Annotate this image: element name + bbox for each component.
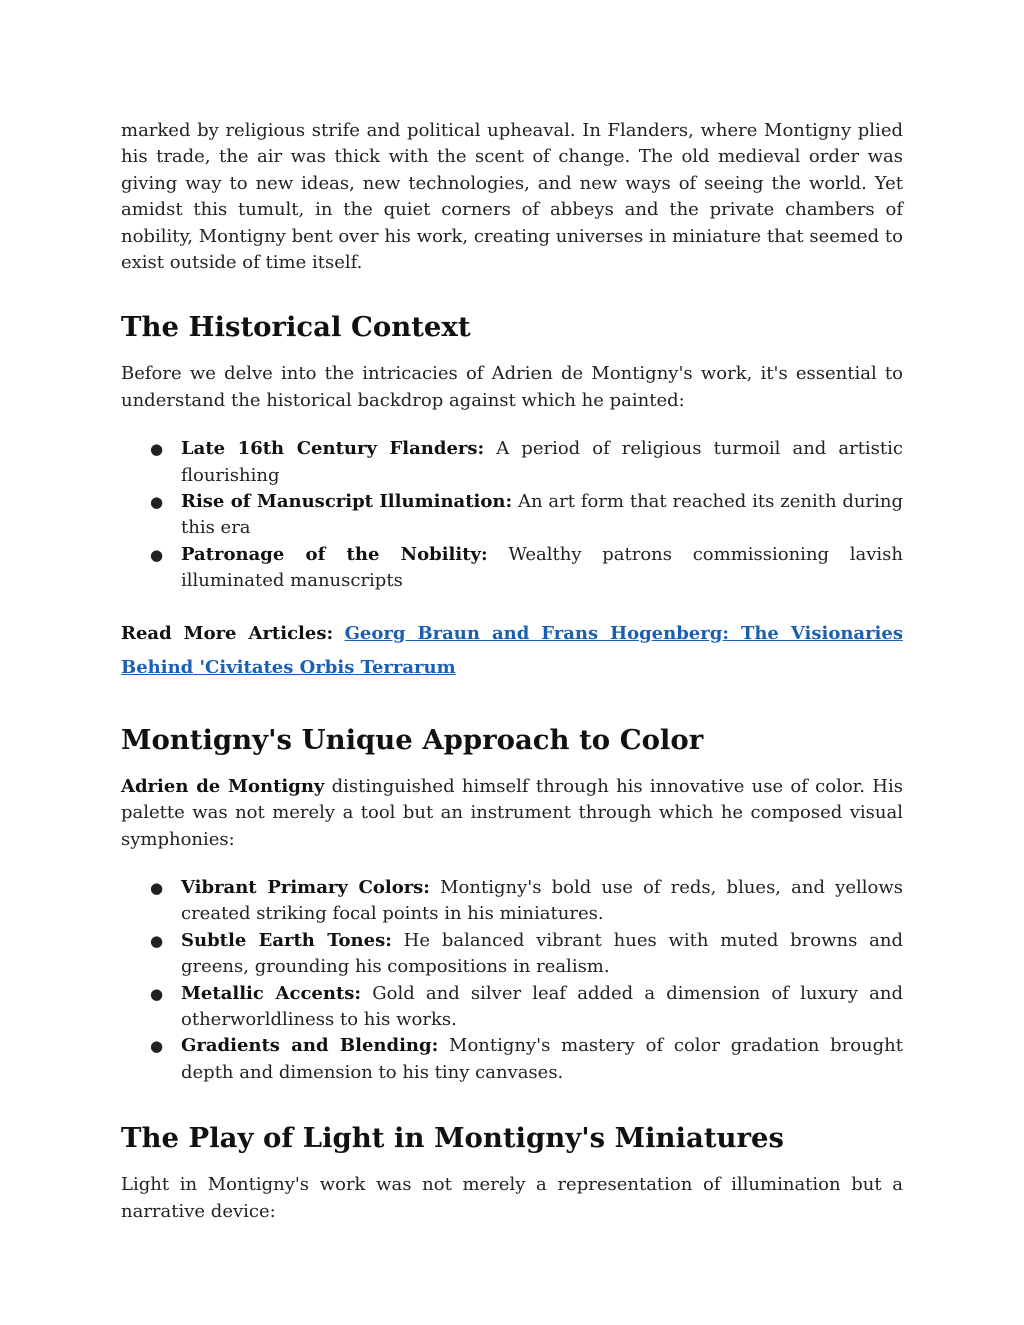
list-item (121, 436, 903, 489)
historical-context-paragraph: Before we delve into the intricacies of Adrien de Montigny's work, it's essential to understand the historical backdrop against which he painted: (121, 363, 903, 411)
list-item-term: Gradients and Blending: (181, 1035, 439, 1057)
intro-paragraph: marked by religious strife and political upheaval. In Flanders, where Montigny plied his trade, the air was thick with the scent of change. The old medieval order was giving way to new ideas, new technologies, and new ways of seeing the world. Yet amidst this tumult, in the quiet corners of abbeys and the private chambers of nobility, Montigny bent over his work, creating universes in miniature that seemed to exist outside of time itself. (121, 120, 903, 274)
list-item (121, 489, 903, 542)
heading-historical-context: The Historical Context (121, 311, 471, 344)
bullet-icon: ● (150, 931, 164, 950)
list-item-term: Rise of Manuscript Illumination: (181, 491, 513, 513)
bullet-icon: ● (150, 878, 164, 897)
color-list (121, 875, 903, 1086)
bullet-icon: ● (150, 1037, 164, 1056)
bullet-icon: ● (150, 493, 164, 512)
light-paragraph: Light in Montigny's work was not merely a representation of illumination but a narrative device: (121, 1174, 903, 1222)
list-item (121, 981, 903, 1034)
list-item-term: Late 16th Century Flanders: (181, 438, 485, 460)
list-item-text: Gold and silver leaf added a dimension of luxury and otherworldliness to his works. (181, 982, 903, 1030)
list-item-text: Wealthy patrons commissioning lavish illuminated manuscripts (181, 543, 904, 592)
list-item (121, 875, 903, 928)
bullet-icon: ● (150, 545, 164, 564)
bullet-icon: ● (150, 984, 164, 1003)
list-item-term: Vibrant Primary Colors: (181, 876, 430, 898)
read-more (121, 617, 903, 685)
list-item-term: Subtle Earth Tones: (181, 929, 392, 951)
heading-color-approach: Montigny's Unique Approach to Color (121, 723, 704, 756)
list-item-text: He balanced vibrant hues with muted browns and greens, grounding his compositions in realism. (181, 929, 903, 978)
list-item-term: Metallic Accents: (181, 982, 362, 1004)
historical-context-list (121, 436, 903, 594)
list-item-term: Patronage of the Nobility: (181, 543, 488, 565)
list-item (121, 1033, 903, 1086)
list-item-text: An art form that reached its zenith during this era (181, 491, 903, 539)
color-lead-bold: Adrien de Montigny (121, 775, 325, 797)
color-paragraph (121, 774, 903, 853)
bullet-icon: ● (150, 440, 164, 459)
color-paragraph-text: distinguished himself through his innovative use of color. His palette was not merely a tool but an instrument through which he composed visual symphonies: (121, 775, 903, 850)
list-item-text: A period of religious turmoil and artistic flourishing (181, 438, 903, 486)
heading-play-of-light: The Play of Light in Montigny's Miniatures (121, 1122, 784, 1155)
document-page (121, 118, 903, 1225)
read-more-link[interactable]: Georg Braun and Frans Hogenberg: The Visionaries Behind 'Civitates Orbis Terrarum (121, 622, 903, 678)
list-item-text: Montigny's mastery of color gradation brought depth and dimension to his tiny canvases. (181, 1035, 903, 1083)
list-item-text: Montigny's bold use of reds, blues, and yellows created striking focal points in his miniatures. (181, 876, 903, 925)
list-item (121, 542, 903, 595)
list-item (121, 928, 903, 981)
read-more-label: Read More Articles: (121, 622, 334, 644)
